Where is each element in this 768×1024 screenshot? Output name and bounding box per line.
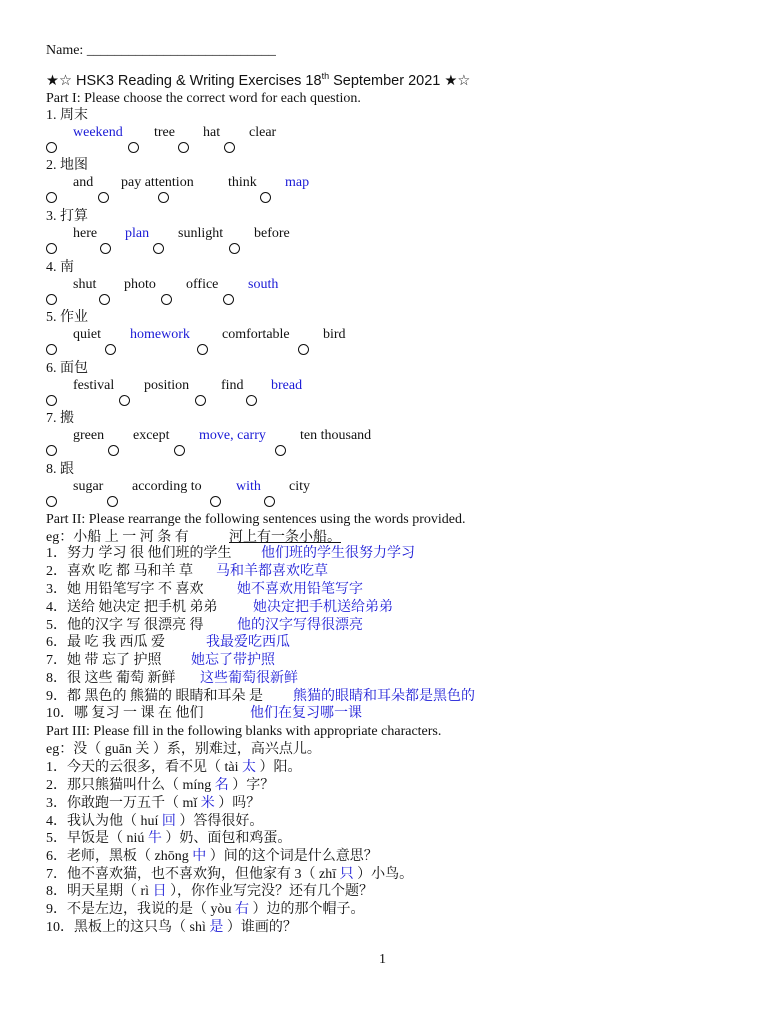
option-label: ten thousand [300, 428, 372, 443]
option-label: south [248, 277, 279, 292]
option-label: tree [154, 125, 175, 140]
fill-blank-text-after: ）吗？ [214, 796, 261, 811]
option-radio[interactable] [210, 496, 221, 507]
fill-blank-text-before: 3．你敢跑一万五千（ mǐ [46, 796, 201, 811]
option-radio[interactable] [195, 395, 206, 406]
rearrange-answer: 他们班的学生很努力学习 [261, 546, 415, 561]
rearrange-prompt: 10．哪 复习 一 课 在 他们 [46, 706, 204, 721]
part2-example-answer: 河上有一条小船。 [229, 530, 341, 545]
option-radio[interactable] [46, 344, 57, 355]
option-label: plan [125, 226, 150, 241]
fill-blank-text-before: 4．我认为他（ huí [46, 814, 162, 829]
option-radio[interactable] [298, 344, 309, 355]
option-radio[interactable] [46, 496, 57, 507]
option-radio[interactable] [153, 243, 164, 254]
option-radio[interactable] [174, 445, 185, 456]
rearrange-answer: 她忘了带护照 [191, 653, 275, 668]
fill-blank-text-after: ）小鸟。 [353, 867, 414, 882]
part2-heading: Part II: Please rearrange the following sentences using the words provided. [46, 512, 466, 527]
question-label: 6. 面包 [46, 361, 88, 376]
option-label: sugar [73, 479, 104, 494]
rearrange-prompt: 8．很 这些 葡萄 新鲜 [46, 671, 176, 686]
fill-blank-answer: 只 [339, 867, 354, 882]
rearrange-prompt: 3．她 用铅笔写字 不 喜欢 [46, 582, 204, 597]
fill-blank-item [46, 796, 260, 812]
fill-blank-text-before: 2．那只熊猫叫什么（ míng [46, 778, 215, 793]
fill-blank-item [46, 831, 291, 847]
fill-blank-text-after: ）边的那个帽子。 [249, 902, 365, 917]
fill-blank-item [46, 849, 378, 865]
option-label: pay attention [121, 175, 194, 190]
fill-blank-answer: 太 [242, 760, 256, 775]
fill-blank-answer: 名 [214, 778, 229, 793]
option-radio[interactable] [224, 142, 235, 153]
option-label: according to [132, 479, 202, 494]
option-label: weekend [73, 125, 123, 140]
question-label: 8. 跟 [46, 462, 74, 477]
fill-blank-text-after: ）间的这个词是什么意思？ [206, 849, 378, 864]
option-radio[interactable] [46, 192, 57, 203]
page-number: 1 [379, 952, 386, 967]
option-label: position [144, 378, 190, 393]
option-label: bird [323, 327, 346, 342]
fill-blank-item [46, 902, 365, 918]
option-radio[interactable] [99, 294, 110, 305]
fill-blank-answer: 中 [192, 849, 207, 864]
rearrange-answer: 他的汉字写得很漂亮 [237, 618, 363, 633]
fill-blank-text-after: ）阳。 [256, 760, 302, 775]
option-radio[interactable] [46, 243, 57, 254]
option-label: shut [73, 277, 97, 292]
option-label: here [73, 226, 98, 241]
option-label: before [254, 226, 290, 241]
fill-blank-text-before: 10．黑板上的这只鸟（ shì [46, 920, 210, 935]
rearrange-prompt: 4．送给 她决定 把手机 弟弟 [46, 600, 218, 615]
rearrange-answer: 她不喜欢用铅笔写字 [237, 582, 363, 597]
rearrange-prompt: 5．他的汉字 写 很漂亮 得 [46, 618, 204, 633]
part1-heading: Part I: Please choose the correct word for each question. [46, 91, 361, 106]
fill-blank-text-before: 7．他不喜欢猫，也不喜欢狗，但他家有 3（ zhī [46, 867, 340, 882]
option-radio[interactable] [197, 344, 208, 355]
option-label: with [236, 479, 261, 494]
title-superscript: th [321, 71, 330, 82]
question-label: 3. 打算 [46, 209, 88, 224]
option-radio[interactable] [246, 395, 257, 406]
fill-blank-text-after: ）谁画的？ [223, 920, 297, 935]
option-radio[interactable] [108, 445, 119, 456]
option-label: office [186, 277, 219, 292]
fill-blank-item [46, 884, 373, 900]
rearrange-answer: 这些葡萄很新鲜 [200, 671, 298, 686]
option-radio[interactable] [158, 192, 169, 203]
rearrange-answer: 他们在复习哪一课 [250, 706, 362, 721]
rearrange-answer: 我最爱吃西瓜 [206, 635, 290, 650]
fill-blank-answer: 日 [152, 884, 167, 899]
option-radio[interactable] [260, 192, 271, 203]
fill-blank-text-after: ）奶、面包和鸡蛋。 [161, 831, 292, 846]
fill-blank-text-after: ）答得很好。 [175, 814, 264, 829]
option-radio[interactable] [119, 395, 130, 406]
rearrange-prompt: 2．喜欢 吃 都 马和羊 草 [46, 564, 193, 579]
rearrange-answer: 马和羊都喜欢吃草 [216, 564, 328, 579]
part2-example-prompt: eg：小船 上 一 河 条 有 [46, 530, 189, 545]
question-label: 1. 周末 [46, 108, 88, 123]
option-label: bread [271, 378, 303, 393]
fill-blank-text-after: ），你作业写完没？还有几个题？ [166, 884, 374, 899]
rearrange-prompt: 6．最 吃 我 西瓜 爱 [46, 635, 165, 650]
option-label: comfortable [222, 327, 290, 342]
option-label: photo [124, 277, 156, 292]
fill-blank-item [46, 760, 302, 776]
option-label: quiet [73, 327, 101, 342]
option-label: sunlight [178, 226, 224, 241]
option-label: city [289, 479, 310, 494]
fill-blank-answer: 回 [161, 814, 176, 829]
option-radio[interactable] [223, 294, 234, 305]
rearrange-answer: 她决定把手机送给弟弟 [253, 600, 393, 615]
option-radio[interactable] [46, 395, 57, 406]
name-field-label: Name: ___________________________ [46, 43, 276, 58]
option-radio[interactable] [105, 344, 116, 355]
fill-blank-text-before: 5．早饭是（ niú [46, 831, 148, 846]
option-radio[interactable] [46, 142, 57, 153]
option-label: and [73, 175, 94, 190]
fill-blank-text-after: ）字？ [228, 778, 275, 793]
option-radio[interactable] [107, 496, 118, 507]
option-radio[interactable] [161, 294, 172, 305]
fill-blank-item [46, 778, 274, 794]
option-label: map [285, 175, 310, 190]
rearrange-prompt: 9．都 黑色的 熊猫的 眼睛和耳朵 是 [46, 689, 263, 704]
rearrange-prompt: 1．努力 学习 很 他们班的学生 [46, 546, 232, 561]
question-label: 2. 地图 [46, 158, 88, 173]
fill-blank-text-before: 9．不是左边，我说的是（ yòu [46, 902, 235, 917]
option-radio[interactable] [229, 243, 240, 254]
rearrange-answer: 熊猫的眼睛和耳朵都是黑色的 [293, 689, 475, 704]
option-label: except [133, 428, 170, 443]
fill-blank-item [46, 814, 263, 830]
fill-blank-answer: 米 [200, 796, 215, 811]
option-radio[interactable] [128, 142, 139, 153]
option-radio[interactable] [275, 445, 286, 456]
option-radio[interactable] [46, 294, 57, 305]
option-label: green [73, 428, 105, 443]
option-radio[interactable] [46, 445, 57, 456]
fill-blank-text-before: 8．明天星期（ rì [46, 884, 153, 899]
fill-blank-answer: 右 [235, 902, 249, 917]
option-label: find [221, 378, 244, 393]
option-radio[interactable] [178, 142, 189, 153]
option-label: festival [73, 378, 115, 393]
option-radio[interactable] [100, 243, 111, 254]
page-title [46, 73, 470, 89]
rearrange-prompt: 7．她 带 忘了 护照 [46, 653, 162, 668]
fill-blank-answer: 是 [209, 920, 224, 935]
fill-blank-answer: 牛 [147, 831, 162, 846]
fill-blank-text-before: 1．今天的云很多，看不见（ tài [46, 760, 242, 775]
question-label: 5. 作业 [46, 310, 88, 325]
fill-blank-item [46, 920, 297, 936]
option-label: hat [203, 125, 221, 140]
part3-heading: Part III: Please fill in the following blanks with appropriate characters. [46, 724, 442, 739]
fill-blank-item [46, 867, 413, 883]
question-label: 4. 南 [46, 260, 74, 275]
option-label: homework [130, 327, 190, 342]
question-label: 7. 搬 [46, 411, 74, 426]
fill-blank-text-before: 6．老师，黑板（ zhōng [46, 849, 193, 864]
title-suffix: September 2021 ★☆ [329, 73, 471, 89]
option-label: move, carry [199, 428, 266, 443]
option-radio[interactable] [98, 192, 109, 203]
option-label: clear [249, 125, 277, 140]
option-radio[interactable] [264, 496, 275, 507]
part3-example: eg：没（ guān 关 ）系，别难过，高兴点儿。 [46, 742, 321, 757]
title-prefix: ★☆ HSK3 Reading & Writing Exercises 18 [46, 73, 322, 89]
option-label: think [228, 175, 257, 190]
